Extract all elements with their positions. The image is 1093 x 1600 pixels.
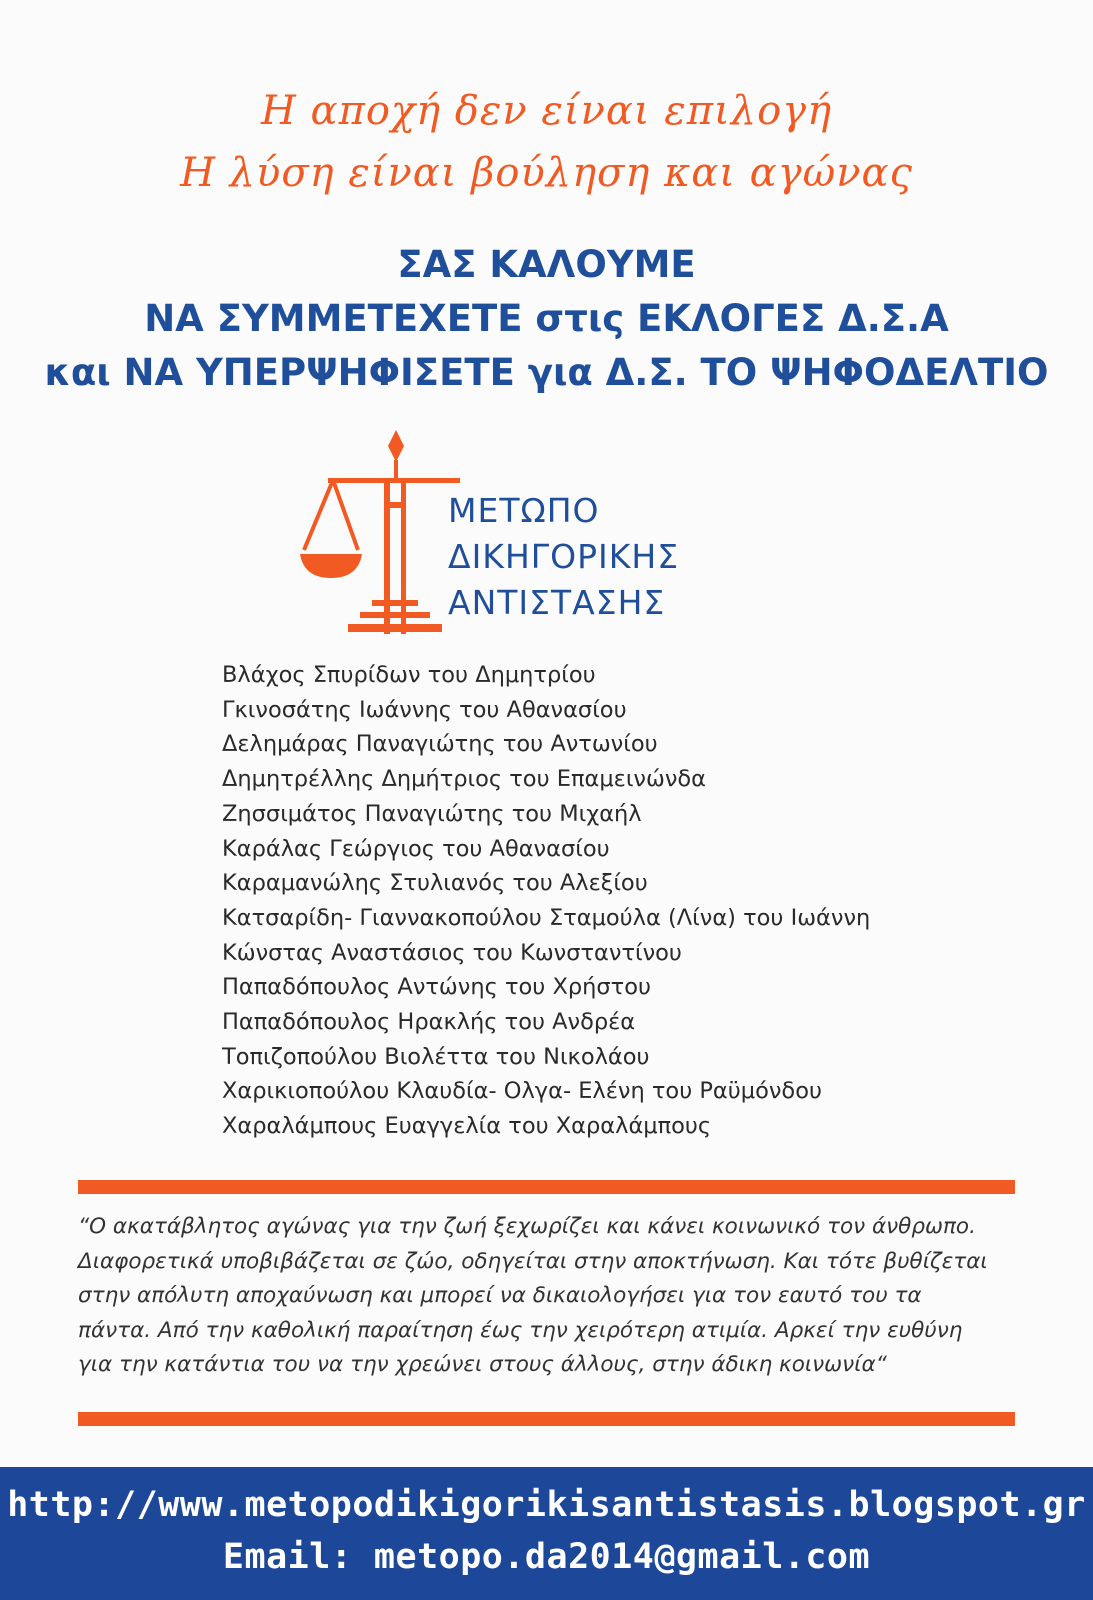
email-link[interactable]: Email: metopo.da2014@gmail.com <box>222 1537 871 1577</box>
candidate-item: Κώνστας Αναστάσιος του Κωνσταντίνου <box>222 939 682 966</box>
candidate-item: Δελημάρας Παναγιώτης του Αντωνίου <box>222 731 658 758</box>
candidate-item: Παπαδόπουλος Αντώνης του Χρήστου <box>222 974 651 1001</box>
divider-bottom <box>78 1412 1015 1426</box>
candidate-item: Παπαδόπουλος Ηρακλής του Ανδρέα <box>222 1009 636 1036</box>
logo-line-1: ΜΕΤΩΠΟ <box>448 491 600 530</box>
quote-line: πάντα. Από την καθολική παραίτηση έως την χειρότερη ατιμία. Αρκεί την ευθύνη <box>78 1317 963 1343</box>
footer-bar <box>0 1467 1093 1600</box>
logo-line-3: ΑΝΤΙΣΤΑΣΗΣ <box>448 583 666 622</box>
candidate-list <box>222 658 870 1144</box>
quote-line: Διαφορετικά υποβιβάζεται σε ζώο, οδηγείται στην αποκτήνωση. Και τότε βυθίζεται <box>78 1248 988 1274</box>
candidate-item: Χαραλάμπους Ευαγγελία του Χαραλάμπους <box>222 1113 712 1140</box>
candidate-item: Κατσαρίδη- Γιαννακοπούλου Σταμούλα (Λίνα) του Ιωάννη <box>222 904 871 931</box>
blog-url-link[interactable]: http://www.metopodikigorikisantistasis.blogspot.gr <box>7 1485 1086 1525</box>
candidate-item: Χαρικιοπούλου Κλαυδία- Ολγα- Ελένη του Ραϋμόνδου <box>222 1078 822 1105</box>
candidate-item: Καράλας Γεώργιος του Αθανασίου <box>222 835 610 862</box>
logo-wordmark <box>448 488 679 626</box>
quote-line: στην απόλυτη αποχαύνωση και μπορεί να δικαιολογήσει για τον εαυτό του τα <box>78 1283 922 1309</box>
candidate-item: Τοπιζοπούλου Βιολέττα του Νικολάου <box>222 1043 650 1070</box>
scales-of-justice-icon <box>300 430 470 645</box>
call-line-3: και ΝΑ ΥΠΕΡΨΗΦΙΣΕΤΕ για Δ.Σ. ΤΟ ΨΗΦΟΔΕΛΤΙΟ <box>44 351 1049 394</box>
logo-line-2: ΔΙΚΗΓΟΡΙΚΗΣ <box>448 537 680 576</box>
call-line-2: ΝΑ ΣΥΜΜΕΤΕΧΕΤΕ στις ΕΚΛΟΓΕΣ Δ.Σ.Α <box>144 297 949 340</box>
candidate-item: Καραμανώλης Στυλιανός του Αλεξίου <box>222 870 648 897</box>
call-line-1: ΣΑΣ ΚΑΛΟΥΜΕ <box>397 243 696 286</box>
candidate-item: Γκινοσάτης Ιωάννης του Αθανασίου <box>222 696 627 723</box>
quote-block <box>78 1210 1018 1383</box>
slogan-line-2: Η λύση είναι βούληση και αγώνας <box>180 150 913 196</box>
candidate-item: Δημητρέλλης Δημήτριος του Επαμεινώνδα <box>222 766 707 793</box>
quote-line: “Ο ακατάβλητος αγώνας για την ζωή ξεχωρίζει και κάνει κοινωνικό τον άνθρωπο. <box>78 1214 976 1239</box>
quote-line: για την κατάντια του να την χρεώνει στους άλλους, στην άδικη κοινωνία“ <box>78 1352 887 1378</box>
slogan-line-1: Η αποχή δεν είναι επιλογή <box>260 88 833 134</box>
candidate-item: Βλάχος Σπυρίδων του Δημητρίου <box>222 662 596 688</box>
candidate-item: Ζησσιμάτος Παναγιώτης του Μιχαήλ <box>222 800 642 827</box>
divider-top <box>78 1180 1015 1194</box>
